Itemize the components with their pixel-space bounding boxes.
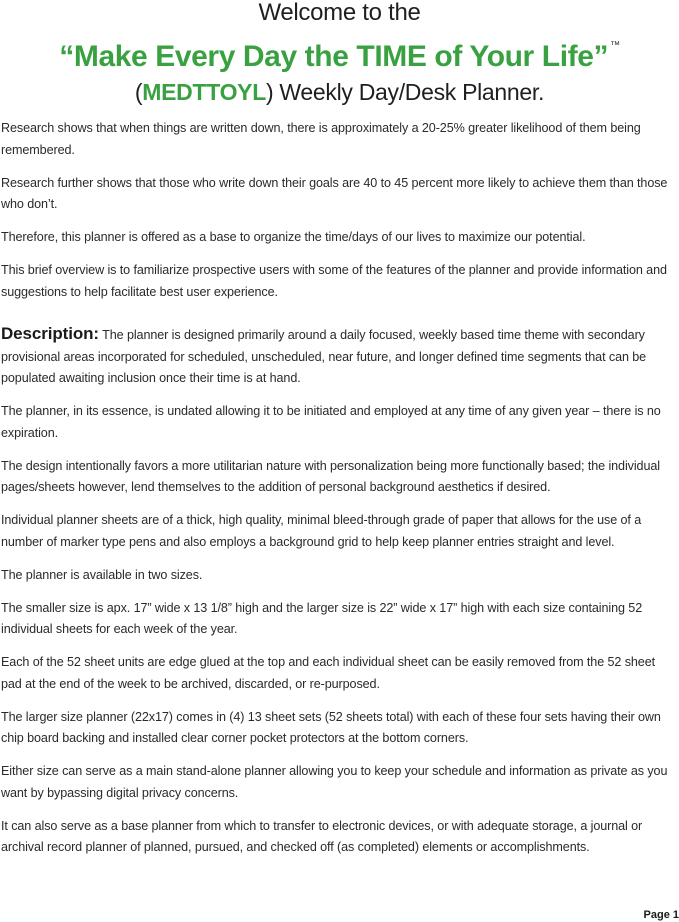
detail-paragraph: The smaller size is apx. 17” wide x 13 1/8” high and the larger size is 22” wide x 17” high with each size containing 52 individual sheets for each week of the year. <box>1 600 643 636</box>
planner-acronym: MEDTTOYL <box>142 79 266 105</box>
description-paragraph <box>1 323 677 390</box>
document-header <box>0 0 679 107</box>
detail-paragraph: It can also serve as a base planner from which to transfer to electronic devices, or with adequate storage, a journal or archival record planner of planned, pursued, and checked off (as completed) elements or accomplishments. <box>1 818 643 854</box>
subtitle-rest: ) Weekly Day/Desk Planner. <box>265 79 545 105</box>
subtitle-open-paren: ( <box>134 79 143 105</box>
intro-paragraph: This brief overview is to familiarize prospective users with some of the features of the planner and provide information and suggestions to help facilitate best user experience. <box>1 263 667 299</box>
intro-paragraph: Research further shows that those who write down their goals are 40 to 45 percent more likely to achieve them than those who don’t. <box>1 175 668 211</box>
detail-paragraph: Either size can serve as a main stand-alone planner allowing you to keep your schedule and information as private as you want by bypassing digital privacy concerns. <box>1 764 668 800</box>
description-heading: Description: <box>1 324 99 343</box>
welcome-line: Welcome to the <box>258 0 421 26</box>
detail-paragraph: Each of the 52 sheet units are edge glued at the top and each individual sheet can be easily removed from the 52 sheet pad at the end of the week to be archived, discarded, or re-purposed. <box>1 655 656 691</box>
detail-paragraph: The larger size planner (22x17) comes in (4) 13 sheet sets (52 sheets total) with each of these four sets having their own chip board backing and installed clear corner pocket protectors at the bottom corners. <box>1 709 661 745</box>
description-text: The planner is designed primarily around a daily focused, weekly based time theme with secondary provisional areas incorporated for scheduled, unscheduled, near future, and longer defined time segments that can be populated awaiting inclusion once their time is at hand. <box>1 328 647 385</box>
trademark-symbol: ™ <box>610 40 620 51</box>
planner-title <box>0 26 679 77</box>
planner-subtitle <box>0 77 679 107</box>
intro-paragraph: Research shows that when things are written down, there is approximately a 20-25% greater likelihood of them being remembered. <box>1 121 641 157</box>
document-body <box>1 118 677 870</box>
detail-paragraph: Individual planner sheets are of a thick, high quality, minimal bleed-through grade of paper that allows for the use of a number of marker type pens and also employs a background grid to help keep planner entries straight and level. <box>1 513 642 549</box>
detail-paragraph: The design intentionally favors a more utilitarian nature with personalization being more functionally based; the individual pages/sheets however, lend themselves to the addition of personal background aesthetics if desired. <box>1 458 660 494</box>
page-number: Page 1 <box>643 909 679 921</box>
planner-title-text: “Make Every Day the TIME of Your Life” <box>59 40 609 73</box>
detail-paragraph: The planner, in its essence, is undated allowing it to be initiated and employed at any time of any given year – there is no expiration. <box>1 404 661 440</box>
detail-paragraph: The planner is available in two sizes. <box>1 567 203 582</box>
intro-paragraph: Therefore, this planner is offered as a base to organize the time/days of our lives to maximize our potential. <box>1 230 586 244</box>
